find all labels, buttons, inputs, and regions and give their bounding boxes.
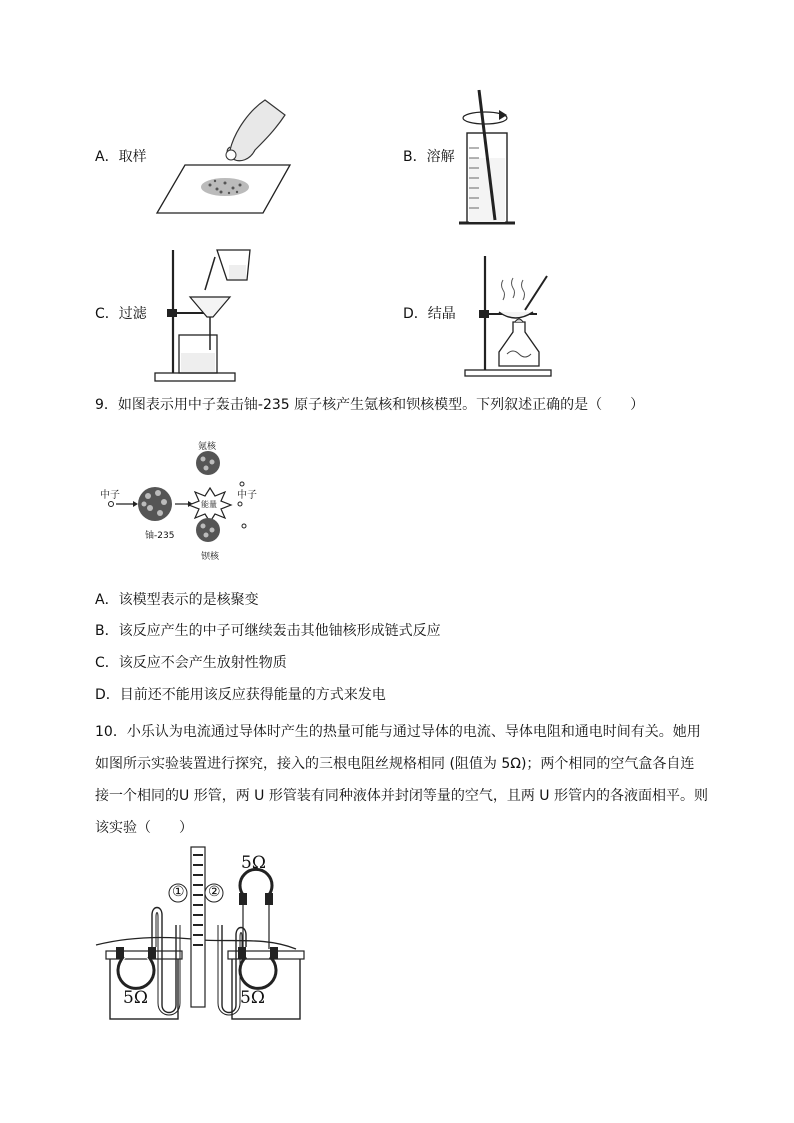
filtration-illustration	[155, 245, 265, 385]
question-10-stem	[95, 716, 735, 844]
sampling-illustration	[155, 95, 300, 215]
stem-line: 如图所示实验装置进行探究，接入的三根电阻丝规格相同 (阻值为 5Ω)；两个相同的空气盒各自连	[95, 756, 695, 772]
label-barium: 钡核	[201, 552, 220, 562]
option-label: B．溶解	[403, 149, 455, 165]
resistor-label-left: 5Ω	[123, 988, 148, 1008]
q9-option-a: A．该模型表示的是核聚变	[95, 592, 259, 608]
stem-line: 接一个相同的U 形管，两 U 形管装有同种液体并封闭等量的空气，且两 U 形管内的各液面相平。则	[95, 788, 708, 804]
tube-label-1: ①	[172, 884, 185, 900]
label-uranium: 铀-235	[145, 531, 175, 541]
crystallization-illustration	[465, 252, 555, 382]
dissolving-illustration	[455, 88, 525, 233]
resistor-label-top: 5Ω	[241, 853, 266, 873]
question-9-stem: 9．如图表示用中子轰击铀-235 原子核产生氪核和钡核模型。下列叙述正确的是（ ）	[95, 397, 645, 413]
label-neutron-left: 中子	[100, 490, 120, 501]
resistor-label-right: 5Ω	[240, 988, 265, 1008]
tube-label-2: ②	[208, 884, 221, 900]
q9-option-c: C．该反应不会产生放射性物质	[95, 655, 287, 671]
label-krypton: 氪核	[198, 442, 217, 452]
option-label: C．过滤	[95, 306, 147, 322]
stem-line: 该实验（ ）	[95, 820, 193, 836]
label-neutron-right: 中子	[237, 490, 257, 501]
q9-option-d: D．目前还不能用该反应获得能量的方式来发电	[95, 687, 386, 703]
option-label: A．取样	[95, 149, 147, 165]
q9-option-b: B．该反应产生的中子可继续轰击其他铀核形成链式反应	[95, 623, 441, 639]
stem-line: 10．小乐认为电流通过导体时产生的热量可能与通过导体的电流、导体电阻和通电时间有关。她用	[95, 724, 701, 740]
label-energy: 能量	[201, 500, 217, 509]
option-label: D．结晶	[403, 306, 456, 322]
